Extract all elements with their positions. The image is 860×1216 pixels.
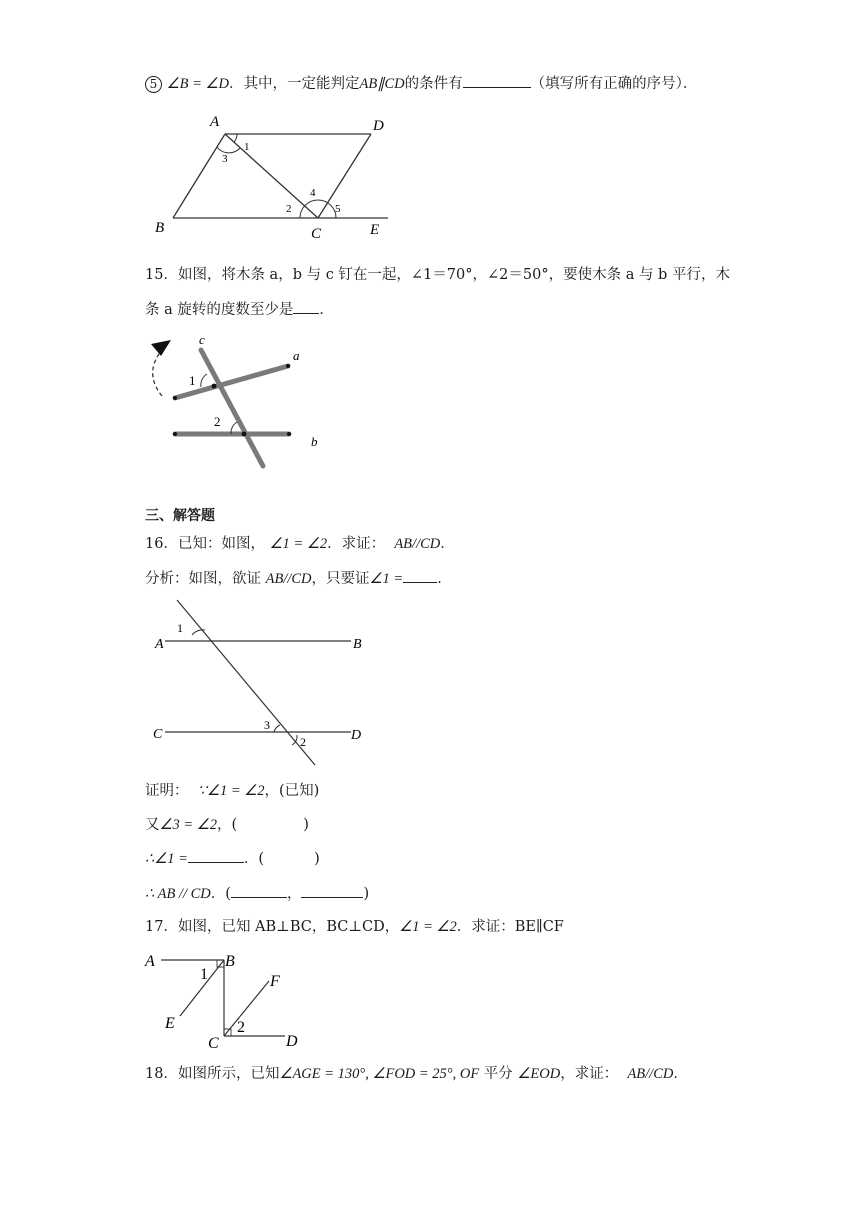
q17-label-E: E [165, 1015, 175, 1032]
q16-proof-line3 [145, 848, 320, 869]
q15-label-b: b [311, 434, 318, 449]
q16-proof4-blank1[interactable] [231, 883, 287, 898]
q16-stem [145, 534, 455, 554]
q17-stem [145, 917, 564, 937]
q14-label-A: A [210, 114, 220, 130]
q18-stem-math2: ∠EOD [517, 1066, 561, 1082]
rotation-arrow-dashed [153, 354, 162, 396]
q16-proof1-math: ∵∠1 = ∠2 [197, 783, 265, 799]
q14-angle-4: 4 [310, 187, 316, 199]
q15-angle-1: 1 [189, 373, 196, 388]
q16-stem-math2: AB//CD [394, 536, 441, 552]
q16-proof4-open: ．( [210, 886, 231, 902]
q16-proof2-open: ，( [217, 817, 238, 833]
q16-label-C: C [153, 727, 163, 742]
q16-stem-c: ．求证： [327, 536, 386, 552]
q16-proof-line1 [145, 781, 319, 801]
q16-label-D: D [351, 728, 362, 743]
q15-label-c: c [199, 332, 205, 347]
q18-stem-a: 18．如图所示，已知 [145, 1066, 280, 1082]
q17-label-F: F [270, 973, 280, 990]
q14-label-E: E [370, 222, 380, 238]
q16-analysis [145, 568, 452, 589]
q16-proof4-close: ) [363, 886, 370, 902]
q14-text-c: （填写所有正确的序号）． [530, 76, 698, 92]
q17-angle-2: 2 [237, 1019, 245, 1036]
q15-stem-text: 条 a 旋转的度数至少是 [145, 302, 294, 318]
q16-stem-e: ． [440, 536, 455, 552]
q15-stem-line1: 15．如图，将木条 a，b 与 c 钉在一起，∠1＝70°，∠2＝50°，要使木条 a 与 b 平行，木 [145, 267, 730, 283]
q14-condition-math: ∠B = ∠D [166, 76, 229, 92]
q14-angle-3: 3 [222, 153, 228, 165]
q16-proof-label: 证明： [145, 783, 189, 799]
q18-stem-g: ． [673, 1066, 688, 1082]
q14-angle-1: 1 [244, 141, 250, 153]
q16-proof4-comma: ， [286, 886, 302, 902]
circled-number-five: 5 [145, 76, 162, 93]
q15-answer-blank[interactable] [293, 299, 319, 314]
q15-angle-2: 2 [214, 414, 221, 429]
q17-angle-1: 1 [200, 966, 208, 983]
q14-label-D: D [373, 118, 384, 134]
q16-proof-line2 [145, 815, 309, 835]
q17-stem-math: ∠1 = ∠2 [399, 919, 457, 935]
q18-stem-e: ，求证： [560, 1066, 619, 1082]
q17-stem-a: 17．如图，已知 AB⊥BC，BC⊥CD， [145, 919, 400, 935]
q16-proof3-close: ) [314, 851, 320, 867]
q16-proof-line4 [145, 883, 369, 904]
q16-analysis-blank[interactable] [403, 568, 437, 583]
q15-wood-sticks-figure [145, 330, 345, 475]
q18-stem-math3: AB//CD [627, 1066, 674, 1082]
q16-angle-1: 1 [177, 621, 183, 635]
q14-label-C: C [311, 226, 322, 242]
q15-stem-end: ． [319, 302, 334, 318]
q16-angle-2: 2 [300, 735, 306, 749]
q14-text-b: 的条件有 [404, 76, 463, 92]
q16-proof2-a: 又 [145, 817, 160, 833]
q16-proof2-math: ∠3 = ∠2 [159, 817, 218, 833]
q17-label-D: D [286, 1033, 298, 1050]
q16-analysis-math1: AB//CD [265, 571, 312, 587]
q17-label-C: C [208, 1035, 219, 1052]
q16-stem-math1: ∠1 = ∠2 [269, 536, 328, 552]
q16-label-A: A [155, 637, 164, 652]
q17-perpendicular-figure [145, 948, 325, 1053]
section-title-answer-questions: 三、解答题 [145, 508, 215, 524]
q16-angle-3: 3 [264, 718, 270, 732]
q14-angle-2: 2 [286, 203, 292, 215]
q14-parallelogram-figure [145, 110, 405, 245]
q14-text-a: ．其中，一定能判定 [228, 76, 360, 92]
q18-stem-c: 平分 [483, 1066, 513, 1082]
q16-analysis-e: ． [437, 571, 452, 587]
q16-analysis-c: ，只要证 [311, 571, 370, 587]
q16-proof3-blank[interactable] [188, 848, 244, 863]
q16-label-B: B [353, 637, 362, 652]
q16-proof4-blank2[interactable] [301, 883, 363, 898]
q14-condition-line [145, 73, 697, 94]
q16-proof3-open: ．( [243, 851, 265, 867]
q17-label-A: A [145, 953, 155, 970]
q17-label-B: B [225, 953, 235, 970]
q16-proof4-math: ∴ AB // CD [145, 886, 211, 902]
q14-answer-blank[interactable] [463, 73, 531, 88]
q16-stem-a: 16．已知：如图， [145, 536, 265, 552]
q17-stem-c: ．求证：BE∥CF [456, 919, 564, 935]
q16-parallel-lines-figure [145, 595, 385, 775]
q14-label-B: B [155, 220, 165, 236]
q16-proof2-close: ) [303, 817, 309, 833]
q18-stem [145, 1064, 688, 1084]
q16-proof1-reason: ，(已知) [264, 783, 320, 799]
q15-stem-line2 [145, 299, 334, 320]
q16-proof3-math: ∴∠1 = [145, 851, 188, 867]
q14-ab-cd: AB∥CD [359, 76, 405, 92]
q15-label-a: a [293, 348, 300, 363]
q14-angle-5: 5 [335, 203, 341, 215]
q16-analysis-a: 分析：如图，欲证 [145, 571, 261, 587]
q16-analysis-math2: ∠1 = [369, 571, 404, 587]
rotation-arrowhead-icon [151, 340, 171, 356]
q18-stem-math1: ∠AGE = 130°, ∠FOD = 25°, OF [279, 1066, 480, 1082]
